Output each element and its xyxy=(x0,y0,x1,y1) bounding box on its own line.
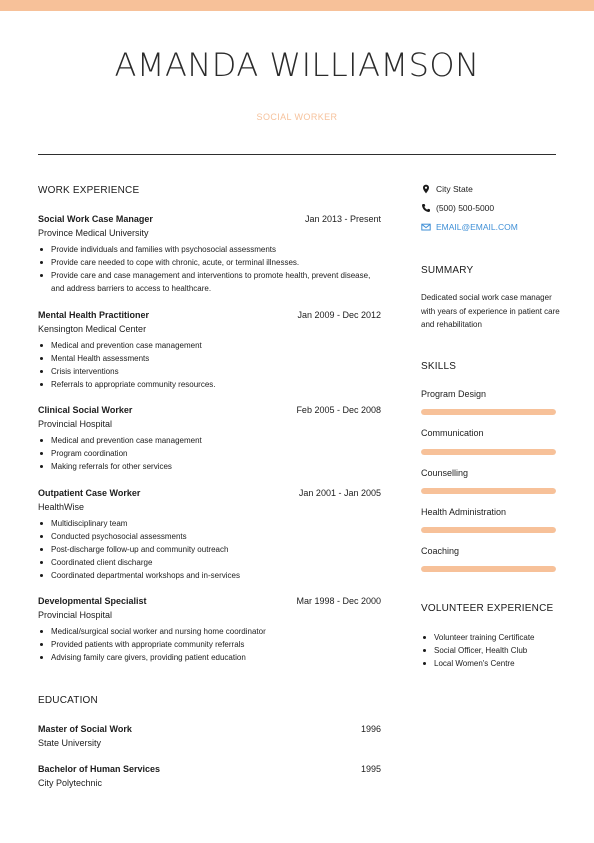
volunteer-item: Local Women's Centre xyxy=(421,657,571,670)
skill-label: Coaching xyxy=(421,546,460,556)
skill-bar xyxy=(421,449,556,455)
job-entry xyxy=(38,403,381,473)
job-bullet: Making referrals for other services xyxy=(38,460,381,473)
job-entry xyxy=(38,308,381,391)
summary-heading: SUMMARY xyxy=(421,265,474,276)
job-bullets xyxy=(38,434,381,473)
envelope-icon xyxy=(421,222,431,232)
contact-phone xyxy=(421,203,494,213)
skill-bar xyxy=(421,566,556,572)
job-entry xyxy=(38,212,381,295)
skill-bar xyxy=(421,527,556,533)
job-organization: HealthWise xyxy=(38,502,85,512)
job-bullets xyxy=(38,517,381,582)
degree-year: 1995 xyxy=(360,764,381,774)
contact-location xyxy=(421,184,473,194)
school-name: State University xyxy=(38,738,102,748)
job-bullet: Medical and prevention case management xyxy=(38,339,381,352)
skill-bar-fill xyxy=(421,527,556,533)
job-bullet: Post-discharge follow-up and community outreach xyxy=(38,543,381,556)
skill-bar-fill xyxy=(421,409,556,415)
job-bullet: Coordinated client discharge xyxy=(38,556,381,569)
phone-icon xyxy=(421,203,431,213)
job-dates: Jan 2009 - Dec 2012 xyxy=(297,310,381,320)
job-bullet: Medical and prevention case management xyxy=(38,434,381,447)
job-bullet: Provide care and case management and interventions to promote health, prevent disease, and address barriers to access to healthcare. xyxy=(38,269,381,295)
job-position: Social Work Case Manager xyxy=(38,214,153,224)
volunteer-item: Volunteer training Certificate xyxy=(421,631,571,644)
skill-bar xyxy=(421,409,556,415)
job-position: Clinical Social Worker xyxy=(38,405,133,415)
education-heading: EDUCATION xyxy=(38,695,98,706)
job-dates: Mar 1998 - Dec 2000 xyxy=(296,596,381,606)
volunteer-heading: VOLUNTEER EXPERIENCE xyxy=(421,603,554,614)
skill-label: Program Design xyxy=(421,389,487,399)
degree-name: Bachelor of Human Services xyxy=(38,764,161,774)
skill-bar-fill xyxy=(421,449,556,455)
job-organization: Province Medical University xyxy=(38,228,149,238)
skill-label: Communication xyxy=(421,428,484,438)
job-bullet: Advising family care givers, providing patient education xyxy=(38,651,381,664)
job-position: Mental Health Practitioner xyxy=(38,310,150,320)
skill-bar-fill xyxy=(421,566,556,572)
job-bullet: Conducted psychosocial assessments xyxy=(38,530,381,543)
job-bullets xyxy=(38,339,381,391)
job-bullet: Multidisciplinary team xyxy=(38,517,381,530)
job-bullet: Program coordination xyxy=(38,447,381,460)
volunteer-list xyxy=(421,629,571,670)
job-position: Developmental Specialist xyxy=(38,596,147,606)
summary-text: Dedicated social work case manager with years of experience in patient care and rehabilitation xyxy=(421,293,560,329)
email-link[interactable]: EMAIL@EMAIL.COM xyxy=(436,222,518,232)
job-bullet: Provide individuals and families with psychosocial assessments xyxy=(38,243,381,256)
job-bullet: Referrals to appropriate community resources. xyxy=(38,378,381,391)
job-bullet: Provided patients with appropriate community referrals xyxy=(38,638,381,651)
skill-bar-fill xyxy=(421,488,556,494)
skill-label: Health Administration xyxy=(421,507,507,517)
skill-bar xyxy=(421,488,556,494)
skills-heading: SKILLS xyxy=(421,361,457,372)
skill-label: Counselling xyxy=(421,468,469,478)
volunteer-bullets xyxy=(421,631,571,670)
map-pin-icon xyxy=(421,184,431,194)
degree-name: Master of Social Work xyxy=(38,724,132,734)
phone-text: (500) 500-5000 xyxy=(436,203,495,213)
top-accent-bar xyxy=(0,0,594,11)
header-divider xyxy=(38,154,556,155)
job-entry xyxy=(38,486,381,582)
job-title-subtitle: SOCIAL WORKER xyxy=(256,112,338,122)
location-text: City State xyxy=(436,184,473,194)
education-entry xyxy=(38,722,381,751)
job-bullets xyxy=(38,243,381,295)
job-organization: Kensington Medical Center xyxy=(38,324,147,334)
volunteer-item: Social Officer, Health Club xyxy=(421,644,571,657)
contact-email[interactable] xyxy=(421,222,518,232)
job-dates: Feb 2005 - Dec 2008 xyxy=(296,405,381,415)
job-bullet: Mental Health assessments xyxy=(38,352,381,365)
job-bullet: Crisis interventions xyxy=(38,365,381,378)
job-dates: Jan 2001 - Jan 2005 xyxy=(298,488,381,498)
work-experience-heading: WORK EXPERIENCE xyxy=(38,185,140,196)
education-entry xyxy=(38,762,381,791)
job-bullets xyxy=(38,625,381,664)
degree-year: 1996 xyxy=(360,724,381,734)
job-position: Outpatient Case Worker xyxy=(38,488,141,498)
job-bullet: Medical/surgical social worker and nursing home coordinator xyxy=(38,625,381,638)
job-dates: Jan 2013 - Present xyxy=(304,214,381,224)
job-bullet: Coordinated departmental workshops and in-services xyxy=(38,569,381,582)
candidate-name: AMANDA WILLIAMSON xyxy=(114,46,480,84)
school-name: City Polytechnic xyxy=(38,778,103,788)
job-organization: Provincial Hospital xyxy=(38,419,113,429)
job-entry xyxy=(38,594,381,664)
job-organization: Provincial Hospital xyxy=(38,610,113,620)
job-bullet: Provide care needed to cope with chronic, acute, or terminal illnesses. xyxy=(38,256,381,269)
